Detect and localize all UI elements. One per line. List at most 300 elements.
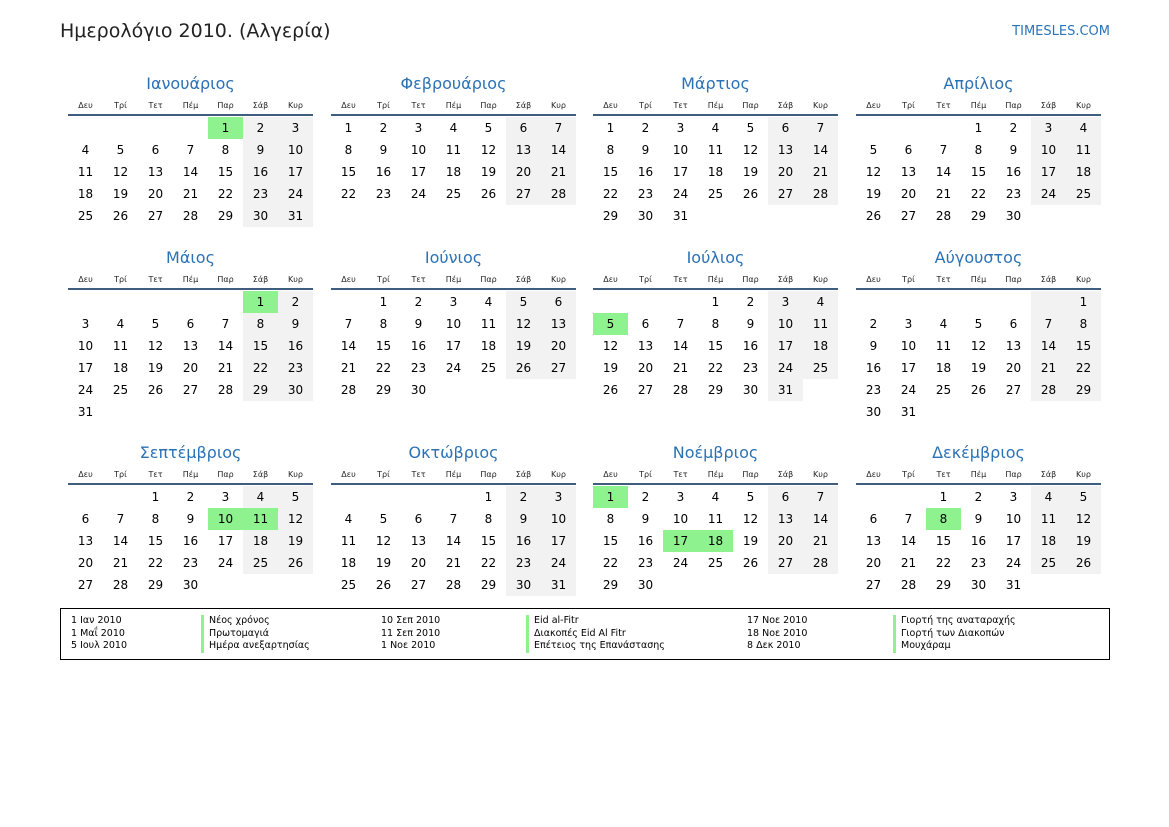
day-cell: 29 <box>970 209 987 223</box>
day-cell: 25 <box>112 383 129 397</box>
empty-cell <box>208 291 243 313</box>
day-cell: 6 <box>641 317 650 331</box>
day-cell: 29 <box>1066 379 1101 401</box>
day-cell: 6 <box>768 117 803 139</box>
day-cell: 25 <box>445 187 462 201</box>
day-cell: 22 <box>602 187 619 201</box>
day-cell: 9 <box>641 143 650 157</box>
day-cell: 14 <box>340 339 357 353</box>
month-block <box>331 442 576 596</box>
day-cell: 18 <box>77 187 94 201</box>
holiday-day: 1 <box>593 486 628 508</box>
day-cell: 25 <box>1066 183 1101 205</box>
day-cell: 23 <box>243 183 278 205</box>
legend-date: 18 Νοε 2010 <box>747 627 808 639</box>
weekday-label: Σάβ <box>252 275 269 284</box>
empty-cell <box>891 117 926 139</box>
weekday-label: Παρ <box>480 470 497 479</box>
weekday-label: Τετ <box>936 275 951 284</box>
day-cell: 25 <box>935 383 952 397</box>
site-link[interactable]: TIMESLES.COM <box>1012 24 1110 39</box>
weekday-label: Παρ <box>742 470 759 479</box>
day-cell: 30 <box>637 578 654 592</box>
day-cell: 8 <box>606 512 615 526</box>
day-cell: 15 <box>602 165 619 179</box>
weekday-label: Κυρ <box>288 101 303 110</box>
day-cell: 28 <box>935 209 952 223</box>
day-cell: 30 <box>506 574 541 596</box>
day-cell: 20 <box>147 187 164 201</box>
weekday-label: Κυρ <box>288 470 303 479</box>
day-grid <box>68 117 313 227</box>
weekday-label: Δευ <box>866 101 881 110</box>
day-cell: 27 <box>900 209 917 223</box>
day-cell: 7 <box>221 317 230 331</box>
day-cell: 22 <box>970 187 987 201</box>
day-cell: 15 <box>1066 335 1101 357</box>
day-cell: 14 <box>803 139 838 161</box>
day-cell: 7 <box>344 317 353 331</box>
day-cell: 9 <box>243 139 278 161</box>
day-cell: 4 <box>344 512 353 526</box>
weekday-label: Δευ <box>866 275 881 284</box>
weekday-label: Τρί <box>377 275 390 284</box>
day-cell: 20 <box>900 187 917 201</box>
day-cell: 18 <box>243 530 278 552</box>
day-cell: 21 <box>182 187 199 201</box>
holiday-day: 18 <box>698 530 733 552</box>
legend-holiday-name: Επέτειος της Επανάστασης <box>526 640 665 653</box>
day-cell: 27 <box>637 383 654 397</box>
empty-cell <box>593 291 628 313</box>
weekday-label: Σάβ <box>515 101 532 110</box>
day-cell: 27 <box>506 183 541 205</box>
weekday-label: Τετ <box>148 470 163 479</box>
day-cell: 1 <box>711 295 720 309</box>
weekday-label: Δευ <box>603 101 618 110</box>
weekday-label: Δευ <box>603 470 618 479</box>
day-cell: 2 <box>869 317 878 331</box>
day-cell: 23 <box>637 556 654 570</box>
day-cell: 25 <box>480 361 497 375</box>
day-cell: 24 <box>1031 183 1066 205</box>
day-cell: 25 <box>1031 552 1066 574</box>
legend-holiday-name: Πρωτομαγιά <box>201 628 269 641</box>
day-cell: 18 <box>112 361 129 375</box>
month-name: Μάιος <box>166 248 215 267</box>
day-cell: 19 <box>1066 530 1101 552</box>
weekday-label: Κυρ <box>813 101 828 110</box>
weekday-label: Τρί <box>902 275 915 284</box>
day-cell: 25 <box>243 552 278 574</box>
day-cell: 3 <box>278 117 313 139</box>
day-cell: 19 <box>506 335 541 357</box>
empty-cell <box>68 486 103 508</box>
day-cell: 9 <box>641 512 650 526</box>
day-cell: 30 <box>278 379 313 401</box>
day-cell: 26 <box>742 556 759 570</box>
day-cell: 3 <box>1031 117 1066 139</box>
day-cell: 13 <box>768 139 803 161</box>
empty-cell <box>628 291 663 313</box>
day-cell: 23 <box>970 556 987 570</box>
day-cell: 25 <box>707 556 724 570</box>
day-grid <box>593 291 838 401</box>
day-cell: 30 <box>970 578 987 592</box>
weekday-label: Σάβ <box>515 275 532 284</box>
day-cell: 5 <box>974 317 983 331</box>
day-cell: 27 <box>77 578 94 592</box>
day-cell: 9 <box>974 512 983 526</box>
day-cell: 4 <box>484 295 493 309</box>
month-block <box>68 442 313 596</box>
day-grid <box>331 117 576 205</box>
day-cell: 29 <box>935 578 952 592</box>
weekday-header <box>68 272 313 290</box>
day-cell: 3 <box>449 295 458 309</box>
day-cell: 7 <box>939 143 948 157</box>
day-cell: 19 <box>865 187 882 201</box>
day-cell: 26 <box>112 209 129 223</box>
month-name: Ιούνιος <box>424 248 483 267</box>
day-cell: 28 <box>803 183 838 205</box>
weekday-label: Τετ <box>673 275 688 284</box>
day-cell: 23 <box>1005 187 1022 201</box>
empty-cell <box>856 291 891 313</box>
day-cell: 7 <box>116 512 125 526</box>
weekday-header <box>856 272 1101 290</box>
day-cell: 14 <box>803 508 838 530</box>
day-cell: 21 <box>935 187 952 201</box>
day-cell: 14 <box>900 534 917 548</box>
day-cell: 11 <box>445 143 462 157</box>
weekday-label: Πέμ <box>970 470 987 479</box>
day-cell: 2 <box>278 291 313 313</box>
legend-date: 1 Μαΐ 2010 <box>71 627 125 639</box>
day-cell: 10 <box>278 139 313 161</box>
day-cell: 8 <box>484 512 493 526</box>
day-cell: 8 <box>243 313 278 335</box>
day-cell: 7 <box>186 143 195 157</box>
day-cell: 3 <box>221 490 230 504</box>
day-cell: 13 <box>900 165 917 179</box>
day-cell: 13 <box>768 508 803 530</box>
weekday-label: Παρ <box>742 101 759 110</box>
day-cell: 30 <box>1005 209 1022 223</box>
weekday-label: Τρί <box>377 470 390 479</box>
day-cell: 26 <box>970 383 987 397</box>
empty-cell <box>891 291 926 313</box>
day-cell: 11 <box>707 143 724 157</box>
legend-date: 11 Σεπ 2010 <box>381 627 441 639</box>
day-cell: 29 <box>147 578 164 592</box>
day-cell: 20 <box>506 161 541 183</box>
day-cell: 17 <box>1031 161 1066 183</box>
month-name: Οκτώβριος <box>408 443 499 462</box>
day-cell: 30 <box>742 383 759 397</box>
day-cell: 26 <box>375 578 392 592</box>
day-cell: 10 <box>1005 512 1022 526</box>
day-cell: 4 <box>939 317 948 331</box>
weekday-label: Σάβ <box>777 275 794 284</box>
day-cell: 9 <box>278 313 313 335</box>
day-cell: 10 <box>672 143 689 157</box>
day-cell: 11 <box>1031 508 1066 530</box>
day-cell: 2 <box>414 295 423 309</box>
day-cell: 31 <box>672 209 689 223</box>
month-block <box>593 442 838 596</box>
day-cell: 8 <box>711 317 720 331</box>
day-cell: 29 <box>602 578 619 592</box>
weekday-label: Κυρ <box>288 275 303 284</box>
day-cell: 22 <box>340 187 357 201</box>
weekday-label: Σάβ <box>1040 101 1057 110</box>
weekday-label: Πέμ <box>182 101 199 110</box>
legend-holiday-name: Νέος χρόνος <box>201 615 270 628</box>
day-cell: 23 <box>410 361 427 375</box>
day-cell: 15 <box>707 339 724 353</box>
day-cell: 17 <box>672 165 689 179</box>
weekday-label: Τετ <box>148 275 163 284</box>
day-cell: 9 <box>186 512 195 526</box>
day-cell: 16 <box>375 165 392 179</box>
day-cell: 14 <box>182 165 199 179</box>
day-cell: 27 <box>865 578 882 592</box>
day-cell: 20 <box>637 361 654 375</box>
day-cell: 6 <box>869 512 878 526</box>
day-cell: 27 <box>541 357 576 379</box>
weekday-label: Σάβ <box>515 470 532 479</box>
day-cell: 21 <box>112 556 129 570</box>
day-cell: 23 <box>278 357 313 379</box>
weekday-label: Σάβ <box>252 101 269 110</box>
day-cell: 10 <box>1031 139 1066 161</box>
day-cell: 8 <box>221 143 230 157</box>
day-cell: 26 <box>1066 552 1101 574</box>
weekday-label: Σάβ <box>1040 275 1057 284</box>
day-cell: 6 <box>186 317 195 331</box>
empty-cell <box>996 291 1031 313</box>
month-block <box>331 247 576 401</box>
day-cell: 14 <box>112 534 129 548</box>
weekday-label: Σάβ <box>1040 470 1057 479</box>
day-cell: 12 <box>480 143 497 157</box>
day-cell: 27 <box>1005 383 1022 397</box>
day-cell: 22 <box>935 556 952 570</box>
month-block <box>593 247 838 401</box>
day-cell: 23 <box>742 361 759 375</box>
day-cell: 30 <box>637 209 654 223</box>
day-cell: 5 <box>506 291 541 313</box>
month-block <box>856 247 1101 423</box>
weekday-label: Δευ <box>603 275 618 284</box>
day-cell: 10 <box>445 317 462 331</box>
day-cell: 10 <box>77 339 94 353</box>
empty-cell <box>138 291 173 313</box>
day-cell: 14 <box>935 165 952 179</box>
day-cell: 2 <box>243 117 278 139</box>
weekday-label: Κυρ <box>1076 101 1091 110</box>
day-cell: 12 <box>1066 508 1101 530</box>
day-cell: 15 <box>970 165 987 179</box>
weekday-label: Παρ <box>217 101 234 110</box>
weekday-label: Κυρ <box>1076 470 1091 479</box>
day-cell: 16 <box>410 339 427 353</box>
day-grid <box>68 486 313 596</box>
day-cell: 27 <box>182 383 199 397</box>
day-grid <box>593 117 838 227</box>
day-cell: 23 <box>637 187 654 201</box>
weekday-label: Πέμ <box>445 101 462 110</box>
weekday-label: Δευ <box>341 470 356 479</box>
weekday-header <box>68 467 313 485</box>
day-cell: 5 <box>746 490 755 504</box>
legend-holiday-name: Διακοπές Eid Al Fitr <box>526 628 626 641</box>
month-name: Ιανουάριος <box>146 74 235 93</box>
day-cell: 21 <box>340 361 357 375</box>
day-cell: 19 <box>602 361 619 375</box>
day-cell: 17 <box>1005 534 1022 548</box>
day-cell: 16 <box>506 530 541 552</box>
weekday-header <box>593 98 838 116</box>
weekday-label: Κυρ <box>813 470 828 479</box>
day-cell: 28 <box>900 578 917 592</box>
month-block <box>856 442 1101 596</box>
day-cell: 27 <box>147 209 164 223</box>
weekday-label: Τρί <box>639 470 652 479</box>
day-cell: 19 <box>742 165 759 179</box>
day-cell: 19 <box>375 556 392 570</box>
day-cell: 7 <box>449 512 458 526</box>
day-cell: 19 <box>278 530 313 552</box>
day-cell: 15 <box>935 534 952 548</box>
day-cell: 20 <box>865 556 882 570</box>
weekday-header <box>856 98 1101 116</box>
empty-cell <box>961 291 996 313</box>
legend-holiday-name: Ημέρα ανεξαρτησίας <box>201 640 310 653</box>
day-cell: 1 <box>379 295 388 309</box>
day-cell: 30 <box>410 383 427 397</box>
day-cell: 16 <box>637 165 654 179</box>
holiday-day: 17 <box>663 530 698 552</box>
weekday-label: Πέμ <box>970 101 987 110</box>
legend-date: 1 Νοε 2010 <box>381 640 436 651</box>
empty-cell <box>436 486 471 508</box>
weekday-label: Δευ <box>78 275 93 284</box>
day-cell: 15 <box>375 339 392 353</box>
day-cell: 24 <box>541 552 576 574</box>
empty-cell <box>68 117 103 139</box>
day-cell: 29 <box>243 379 278 401</box>
month-name: Ιούλιος <box>686 248 745 267</box>
day-cell: 31 <box>77 405 94 419</box>
day-cell: 7 <box>803 117 838 139</box>
day-cell: 6 <box>904 143 913 157</box>
weekday-label: Τετ <box>411 470 426 479</box>
day-cell: 31 <box>541 574 576 596</box>
month-name: Μάρτιος <box>681 74 750 93</box>
day-cell: 8 <box>606 143 615 157</box>
day-cell: 8 <box>151 512 160 526</box>
day-cell: 16 <box>742 339 759 353</box>
weekday-label: Παρ <box>217 275 234 284</box>
day-cell: 22 <box>1066 357 1101 379</box>
day-cell: 26 <box>278 552 313 574</box>
day-cell: 21 <box>672 361 689 375</box>
weekday-label: Δευ <box>78 101 93 110</box>
day-cell: 11 <box>112 339 129 353</box>
day-cell: 15 <box>147 534 164 548</box>
day-cell: 12 <box>278 508 313 530</box>
day-cell: 17 <box>768 335 803 357</box>
day-cell: 9 <box>414 317 423 331</box>
weekday-label: Τρί <box>902 470 915 479</box>
empty-cell <box>331 291 366 313</box>
weekday-label: Τρί <box>377 101 390 110</box>
day-cell: 19 <box>147 361 164 375</box>
day-cell: 8 <box>379 317 388 331</box>
day-cell: 3 <box>414 121 423 135</box>
day-cell: 2 <box>746 295 755 309</box>
day-cell: 19 <box>970 361 987 375</box>
weekday-label: Τετ <box>936 470 951 479</box>
day-cell: 10 <box>541 508 576 530</box>
weekday-label: Παρ <box>1005 101 1022 110</box>
day-cell: 24 <box>900 383 917 397</box>
day-cell: 31 <box>900 405 917 419</box>
day-cell: 13 <box>1005 339 1022 353</box>
day-cell: 18 <box>935 361 952 375</box>
day-cell: 25 <box>707 187 724 201</box>
day-cell: 3 <box>81 317 90 331</box>
day-cell: 13 <box>77 534 94 548</box>
weekday-label: Πέμ <box>707 275 724 284</box>
day-cell: 17 <box>445 339 462 353</box>
day-cell: 16 <box>278 335 313 357</box>
day-cell: 13 <box>182 339 199 353</box>
day-cell: 22 <box>147 556 164 570</box>
day-cell: 26 <box>480 187 497 201</box>
weekday-label: Σάβ <box>777 470 794 479</box>
day-cell: 10 <box>768 313 803 335</box>
day-cell: 5 <box>116 143 125 157</box>
weekday-label: Παρ <box>480 101 497 110</box>
weekday-label: Δευ <box>341 275 356 284</box>
day-grid <box>856 117 1101 227</box>
day-cell: 4 <box>81 143 90 157</box>
day-cell: 9 <box>506 508 541 530</box>
day-cell: 24 <box>672 556 689 570</box>
day-cell: 12 <box>602 339 619 353</box>
day-cell: 12 <box>865 165 882 179</box>
month-name: Απρίλιος <box>943 74 1014 93</box>
legend-date: 5 Ιουλ 2010 <box>71 640 127 651</box>
day-grid <box>593 486 838 596</box>
legend-date: 8 Δεκ 2010 <box>747 640 801 651</box>
day-cell: 12 <box>506 313 541 335</box>
day-cell: 20 <box>541 335 576 357</box>
day-cell: 13 <box>541 313 576 335</box>
day-cell: 2 <box>641 490 650 504</box>
day-cell: 23 <box>865 383 882 397</box>
day-grid <box>856 291 1101 423</box>
day-cell: 1 <box>974 121 983 135</box>
day-cell: 5 <box>379 512 388 526</box>
day-cell: 11 <box>707 512 724 526</box>
day-cell: 28 <box>112 578 129 592</box>
weekday-label: Τετ <box>673 470 688 479</box>
day-cell: 13 <box>865 534 882 548</box>
